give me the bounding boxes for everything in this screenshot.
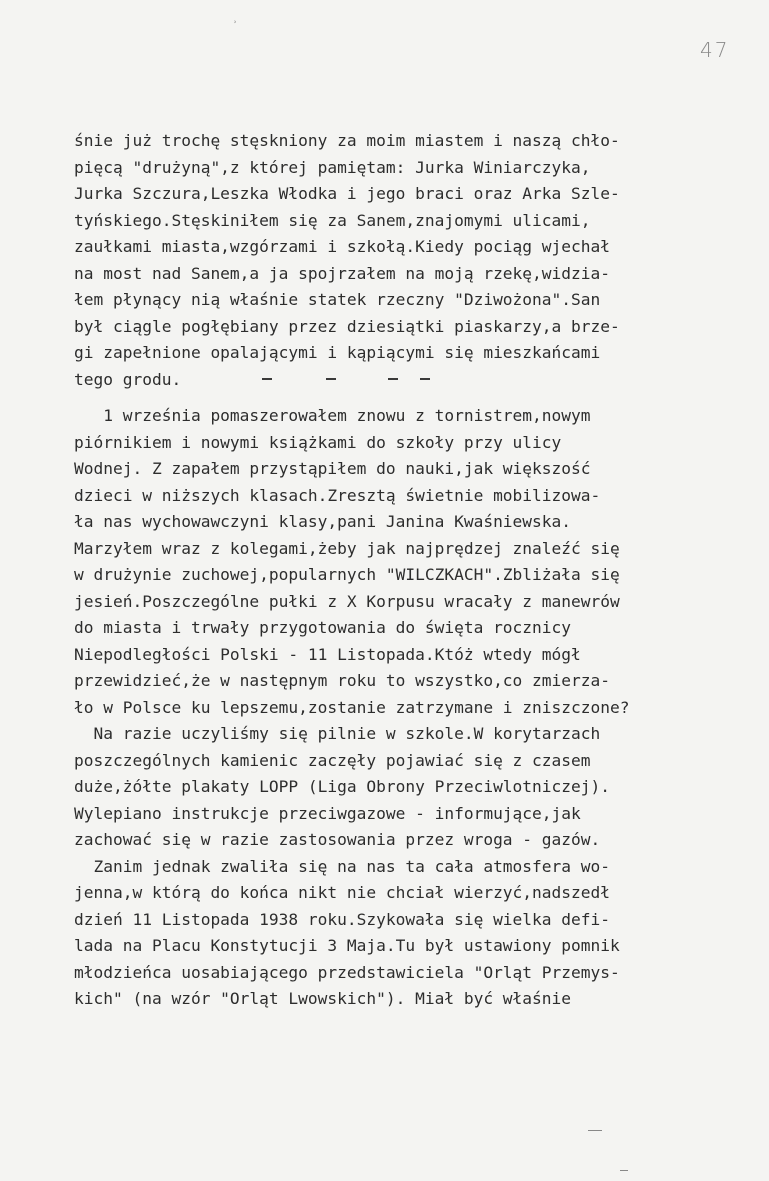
text-line: dzieci w niższych klasach.Zresztą świetnie mobilizowa- [74,485,601,505]
text-line: był ciągle pogłębiany przez dziesiątki piaskarzy,a brze- [74,316,620,336]
text-line: Zanim jednak zwaliła się na nas ta cała atmosfera wo- [74,856,611,876]
text-line: 1 września pomaszerowałem znowu z tornistrem,nowym [74,406,591,425]
text-line: zachować się w razie zastosowania przez wroga - gazów. [74,830,601,849]
text-line: gi zapełnione opalającymi i kąpiącymi się mieszkańcami [74,343,601,362]
text-line: lada na Placu Konstytucji 3 Maja.Tu był ustawiony pomnik [74,936,620,955]
text-line: poszczególnych kamienic zaczęły pojawiać się z czasem [74,750,591,770]
text-line: Niepodległości Polski - 11 Listopada.Któż wtedy mógł [74,644,581,664]
text-line: duże,żółte plakaty LOPP (Liga Obrony Przeciwlotniczej). [74,777,611,796]
footer-mark [620,1170,628,1171]
separator-dashes [256,372,436,384]
text-line: Jurka Szczura,Leszka Włodka i jego braci oraz Arka Szle- [74,184,620,203]
paragraph-2 [74,403,694,1013]
text-line: kich" (na wzór "Orląt Lwowskich"). Miał być właśnie [74,989,572,1008]
text-line: ła nas wychowawczyni klasy,pani Janina Kwaśniewska. [74,512,572,531]
text-line: Wylepiano instrukcje przeciwgazowe - informujące,jak [74,803,581,823]
text-line: do miasta i trwały przygotowania do święta rocznicy [74,618,572,637]
text-line: Wodnej. Z zapałem przystąpiłem do nauki,jak większość [74,459,591,478]
text-line: w drużynie zuchowej,popularnych "WILCZKACH".Zbliżała się [74,565,620,584]
text-line: przewidzieć,że w następnym roku to wszystko,co zmierza- [74,671,611,690]
text-line: pięcą "drużyną",z której pamiętam: Jurka Winiarczyka, [74,157,591,177]
text-line: Na razie uczyliśmy się pilnie w szkole.W korytarzach [74,724,601,743]
text-line: ło w Polsce ku lepszemu,zostanie zatrzymane i zniszczone? [74,697,630,717]
footer-mark [588,1130,602,1131]
text-line: łem płynący nią właśnie statek rzeczny "Dziwożona".San [74,290,601,309]
text-line: jenna,w którą do końca nikt nie chciał wierzyć,nadszedł [74,883,611,902]
text-line: zaułkami miasta,wzgórzami i szkołą.Kiedy pociąg wjechał [74,237,611,256]
text-line: tyńskiego.Stęskiniłem się za Sanem,znajomymi ulicami, [74,210,591,230]
text-line: tego grodu. [74,369,182,389]
text-line: Marzyłem wraz z kolegami,żeby jak najprędzej znaleźć się [74,538,620,558]
page-number: 47 [700,38,730,62]
top-margin-mark: ʾ [232,20,239,31]
text-line: jesień.Poszczególne pułki z X Korpusu wracały z manewrów [74,591,620,611]
text-line: na most nad Sanem,a ja spojrzałem na moją rzekę,widzia- [74,263,611,283]
text-line: śnie już trochę stęskniony za moim miastem i naszą chło- [74,131,620,150]
text-line: piórnikiem i nowymi książkami do szkoły przy ulicy [74,432,562,452]
text-line: dzień 11 Listopada 1938 roku.Szykowała się wielka defi- [74,909,611,929]
text-line: młodzieńca uosabiającego przedstawiciela "Orląt Przemys- [74,962,620,982]
paragraph-1 [74,128,694,393]
